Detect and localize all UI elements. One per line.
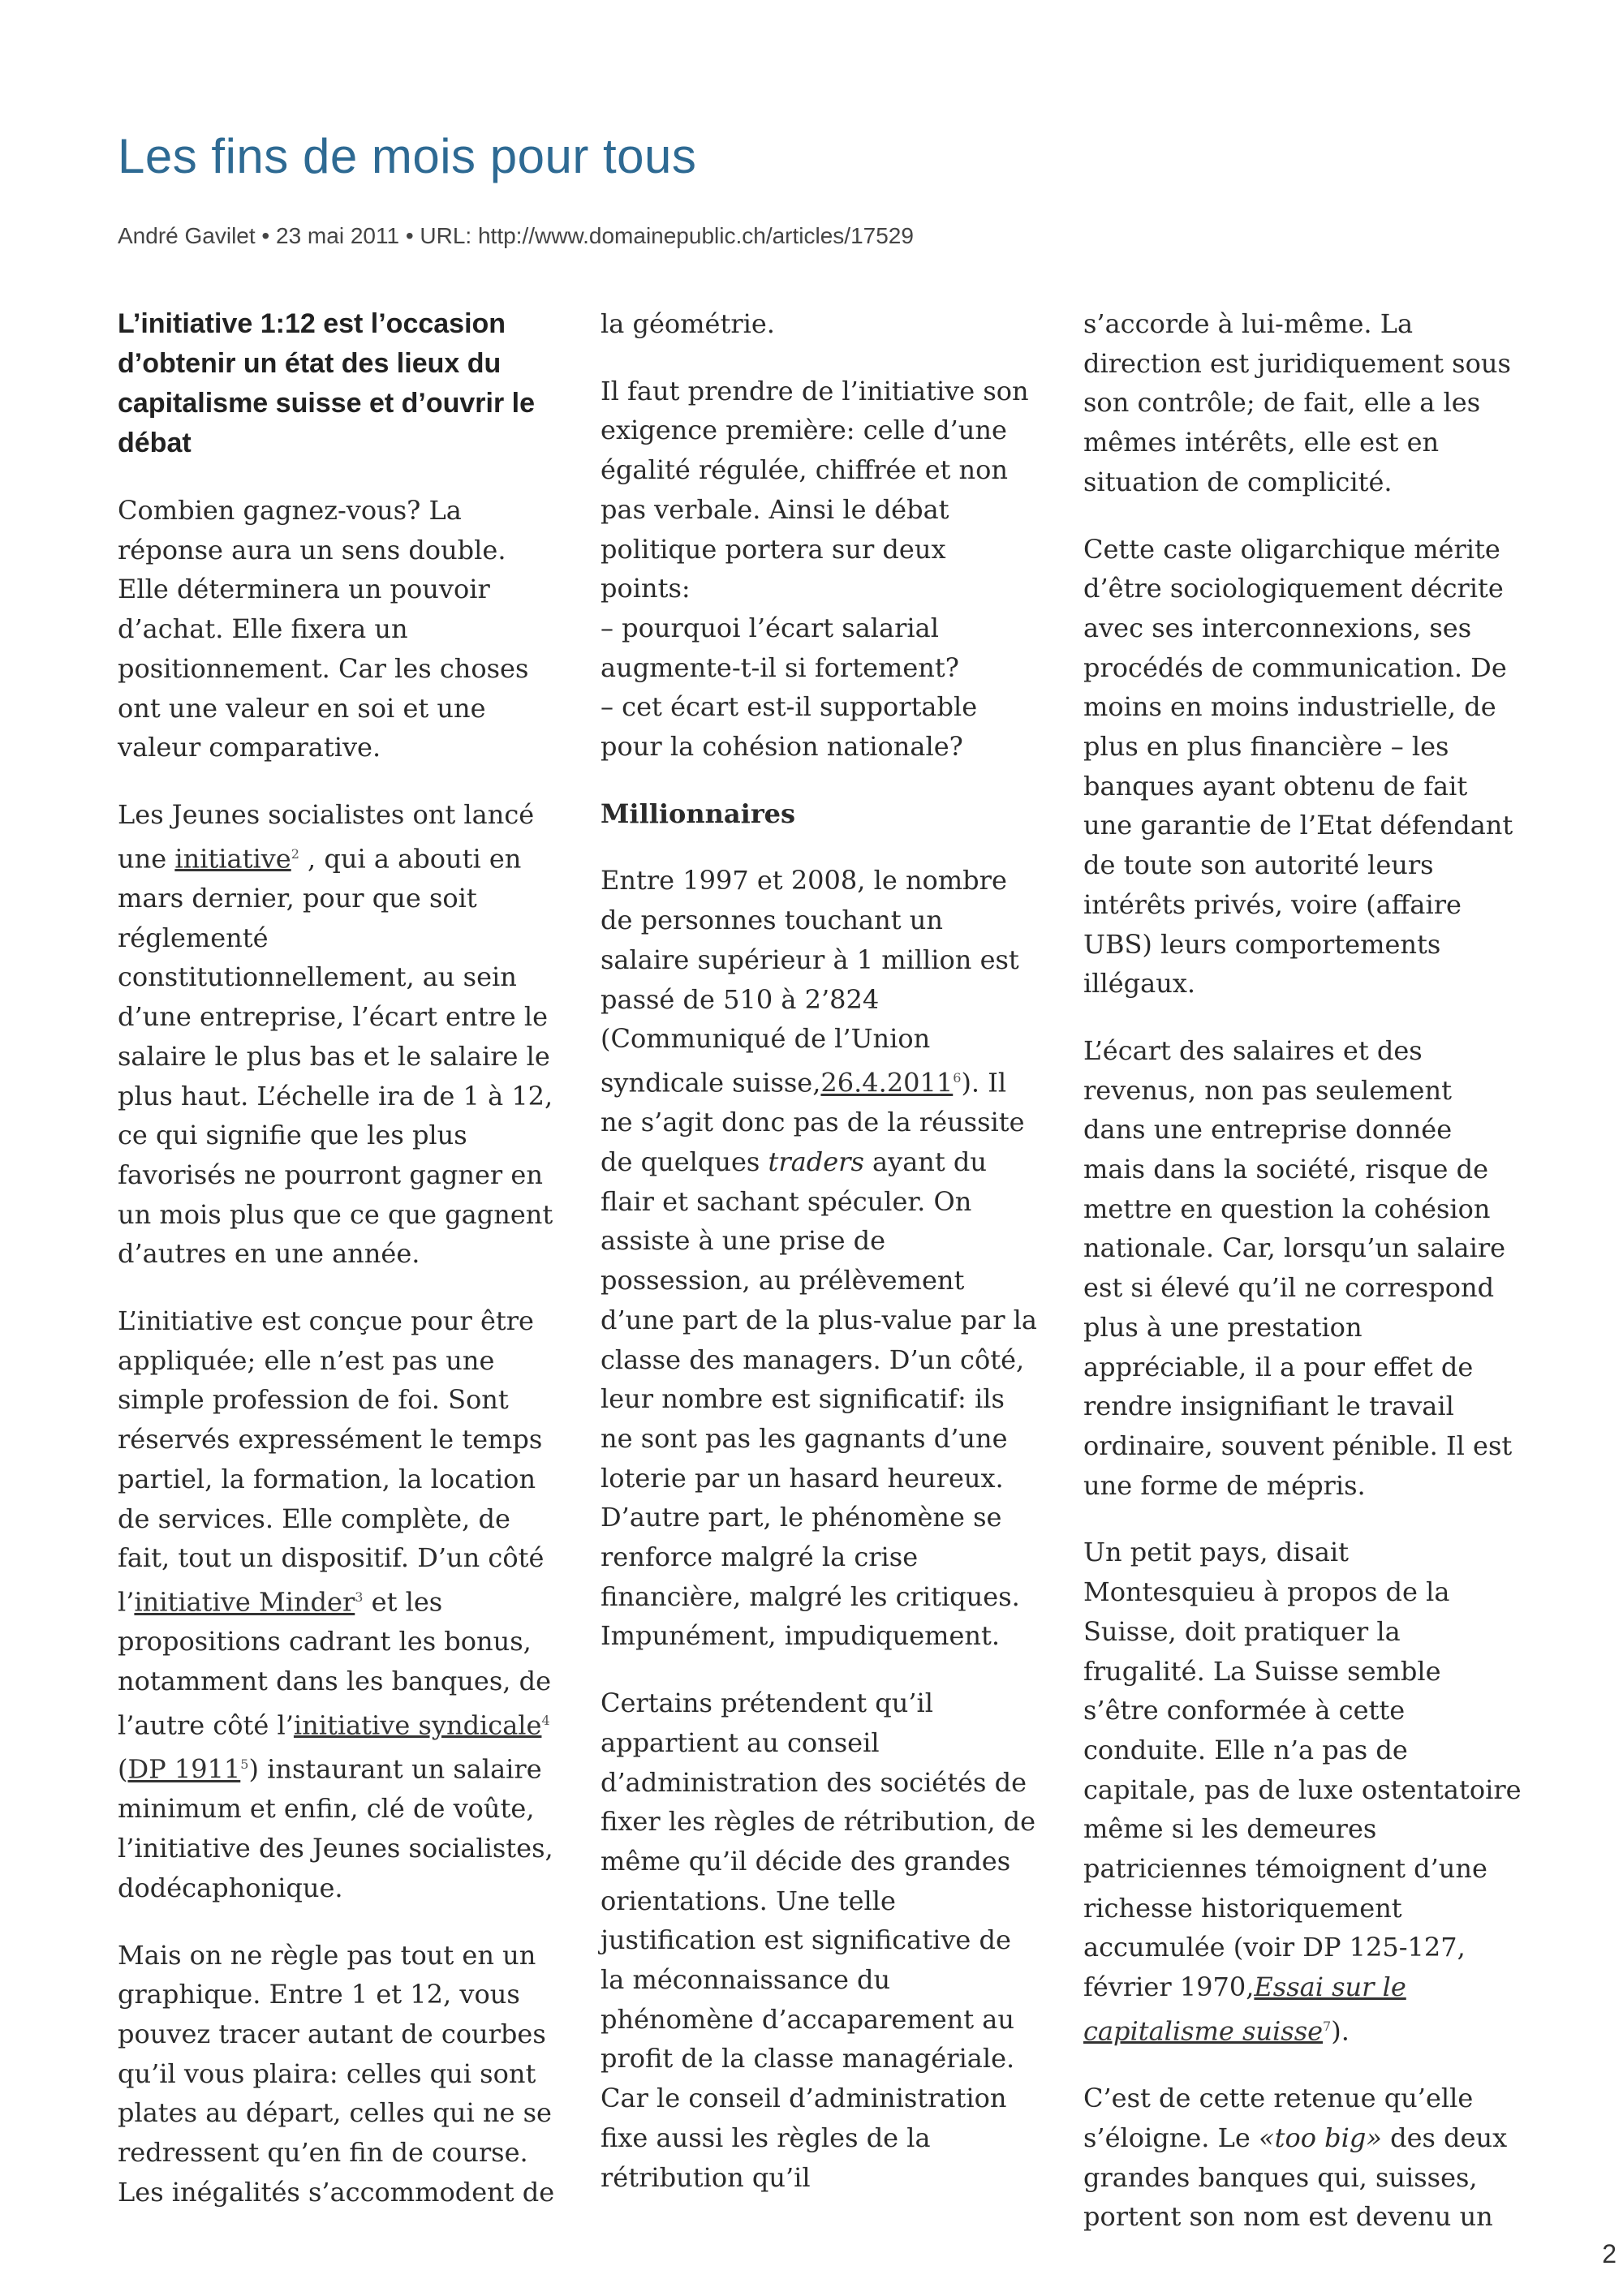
communique-link[interactable]: 26.4.2011: [820, 1067, 954, 1099]
emphasis: traders: [768, 1146, 864, 1178]
paragraph: Entre 1997 et 2008, le nombre de personnes touchant un salaire supérieur à 1 million est passé de 510 à 2’824 (Communiqué de l’Union syndicale suisse,26.4.2011$^6$). Il ne s’agit donc pas de la réussite de quelques traders ayant du flair et sachant spéculer. On assiste à une prise de possession, au prélèvement d’une part de la plus-value par la classe des managers. D’un côté, leur nombre est significatif: ils ne sont pas les gagnants d’une loterie par un hasard heureux. D’autre part, le phénomène se renforce malgré la crise financière, malgré les critiques. Impunément, impudiquement.: [601, 865, 1037, 1652]
article-lede: L’initiative 1:12 est l’occasion d’obtenir un état des lieux du capitalisme suisse et d’ouvrir le débat: [118, 308, 536, 458]
footnote-ref: 5: [240, 1756, 249, 1773]
section-heading: Millionnaires: [601, 798, 796, 829]
initiative-link[interactable]: initiative: [174, 843, 291, 875]
initiative-minder-link[interactable]: initiative Minder: [134, 1586, 355, 1618]
paragraph: Il faut prendre de l’initiative son exigence première: celle d’une égalité régulée, chiffrée et non pas verbale. Ainsi le débat politique portera sur deux points: – pourquoi l’écart salarial augmente-t-il si fortement? – cet écart est-il supportable pour la cohésion nationale?: [601, 375, 1029, 763]
article-meta: André Gavilet • 23 mai 2011 • URL: http://www.domainepublic.ch/articles/17529: [118, 223, 914, 248]
essai-capitalisme-link[interactable]: Essai sur le capitalisme suisse: [1083, 1971, 1406, 2047]
column-1: [118, 304, 556, 2239]
paragraph: Les Jeunes socialistes ont lancé une initiative$^2$ , qui a abouti en mars dernier, pour que soit réglementé constitutionnellement, au sein d’une entreprise, l’écart entre le salaire le plus bas et le salaire le plus haut. L’échelle ira de 1 à 12, ce qui signifie que les plus favorisés ne pourront gagner en un mois plus que ce que gagnent d’autres en une année.: [118, 798, 553, 1270]
footnote-ref: 4: [541, 1712, 550, 1728]
paragraph: C’est de cette retenue qu’elle s’éloigne. Le «too big» des deux grandes banques qui, suisses, portent son nom est devenu un: [1083, 2083, 1508, 2233]
paragraph: L’écart des salaires et des revenus, non pas seulement dans une entreprise donnée mais dans la société, risque de mettre en question la cohésion nationale. Car, lorsqu’un salaire est si élevé qu’il ne correspond plus à une prestation appréciable, il a pour effet de rendre insignifiant le travail ordinaire, souvent pénible. Il est une forme de mépris.: [1083, 1034, 1513, 1501]
paragraph: Certains prétendent qu’il appartient au conseil d’administration des sociétés de fixer les règles de rétribution, de même qu’il décide des grandes orientations. Une telle justification est significative de la méconnaissance du phénomène d’accaparement au profit de la classe managériale. Car le conseil d’administration fixe aussi les règles de la rétribution qu’il: [601, 1688, 1036, 2193]
paragraph: la géométrie.: [601, 308, 775, 339]
list-item: – pourquoi l’écart salarial augmente-t-il si fortement?: [601, 612, 959, 683]
page-number: 2: [1602, 2239, 1617, 2268]
paragraph: L’initiative est conçue pour être appliquée; elle n’est pas une simple profession de foi. Sont réservés expressément le temps partiel, la formation, la location de services. Elle complète, de fait, tout un dispositif. D’un côté l’initiative Minder$^3$ et les propositions cadrant les bonus, notamment dans les banques, de l’autre côté l’initiative syndicale$^4$ (DP 1911$^5$) instaurant un salaire minimum et enfin, clé de voûte, l’initiative des Jeunes socialistes, dodécaphonique.: [118, 1305, 553, 1903]
column-2: [601, 304, 1039, 2225]
article-title: Les fins de mois pour tous: [118, 129, 697, 183]
dp-1911-link[interactable]: DP 1911: [127, 1753, 241, 1785]
footnote-ref: 3: [355, 1589, 364, 1605]
footnote-ref: 6: [953, 1069, 962, 1086]
paragraph: s’accorde à lui-même. La direction est juridiquement sous son contrôle; de fait, elle a les mêmes intérêts, elle est en situation de complicité.: [1083, 308, 1511, 497]
paragraph: Cette caste oligarchique mérite d’être sociologiquement décrite avec ses interconnexions, ses procédés de communication. De moins en moins industrielle, de plus en plus financière – les banques ayant obtenu de fait une garantie de l’Etat défendant de toute son autorité leurs intérêts privés, voire (affaire UBS) leurs comportements illégaux.: [1083, 533, 1513, 1000]
list-item: – cet écart est-il supportable pour la cohésion nationale?: [601, 691, 978, 763]
paragraph: Un petit pays, disait Montesquieu à propos de la Suisse, doit pratiquer la frugalité. La Suisse semble s’être conformée à cette conduite. Elle n’a pas de capitale, pas de luxe ostentatoire même si les demeures patriciennes témoignent d’une richesse historiquement accumulée (voir DP 125-127, février 1970,Essai sur le capitalisme suisse$^7$).: [1083, 1537, 1522, 2047]
paragraph: Combien gagnez-vous? La réponse aura un sens double. Elle déterminera un pouvoir d’achat. Elle fixera un positionnement. Car les choses ont une valeur en soi et une valeur comparative.: [118, 495, 529, 763]
footnote-ref: 2: [291, 845, 299, 862]
initiative-syndicale-link[interactable]: initiative syndicale: [293, 1709, 542, 1741]
paragraph: Mais on ne règle pas tout en un graphique. Entre 1 et 12, vous pouvez tracer autant de courbes qu’il vous plaira: celles qui sont plates au départ, celles qui ne se redressent qu’en fin de course. Les inégalités s’accommodent de: [118, 1939, 555, 2208]
emphasis: «too big»: [1259, 2122, 1382, 2153]
footnote-ref: 7: [1323, 2018, 1332, 2034]
column-3: [1083, 304, 1522, 2264]
